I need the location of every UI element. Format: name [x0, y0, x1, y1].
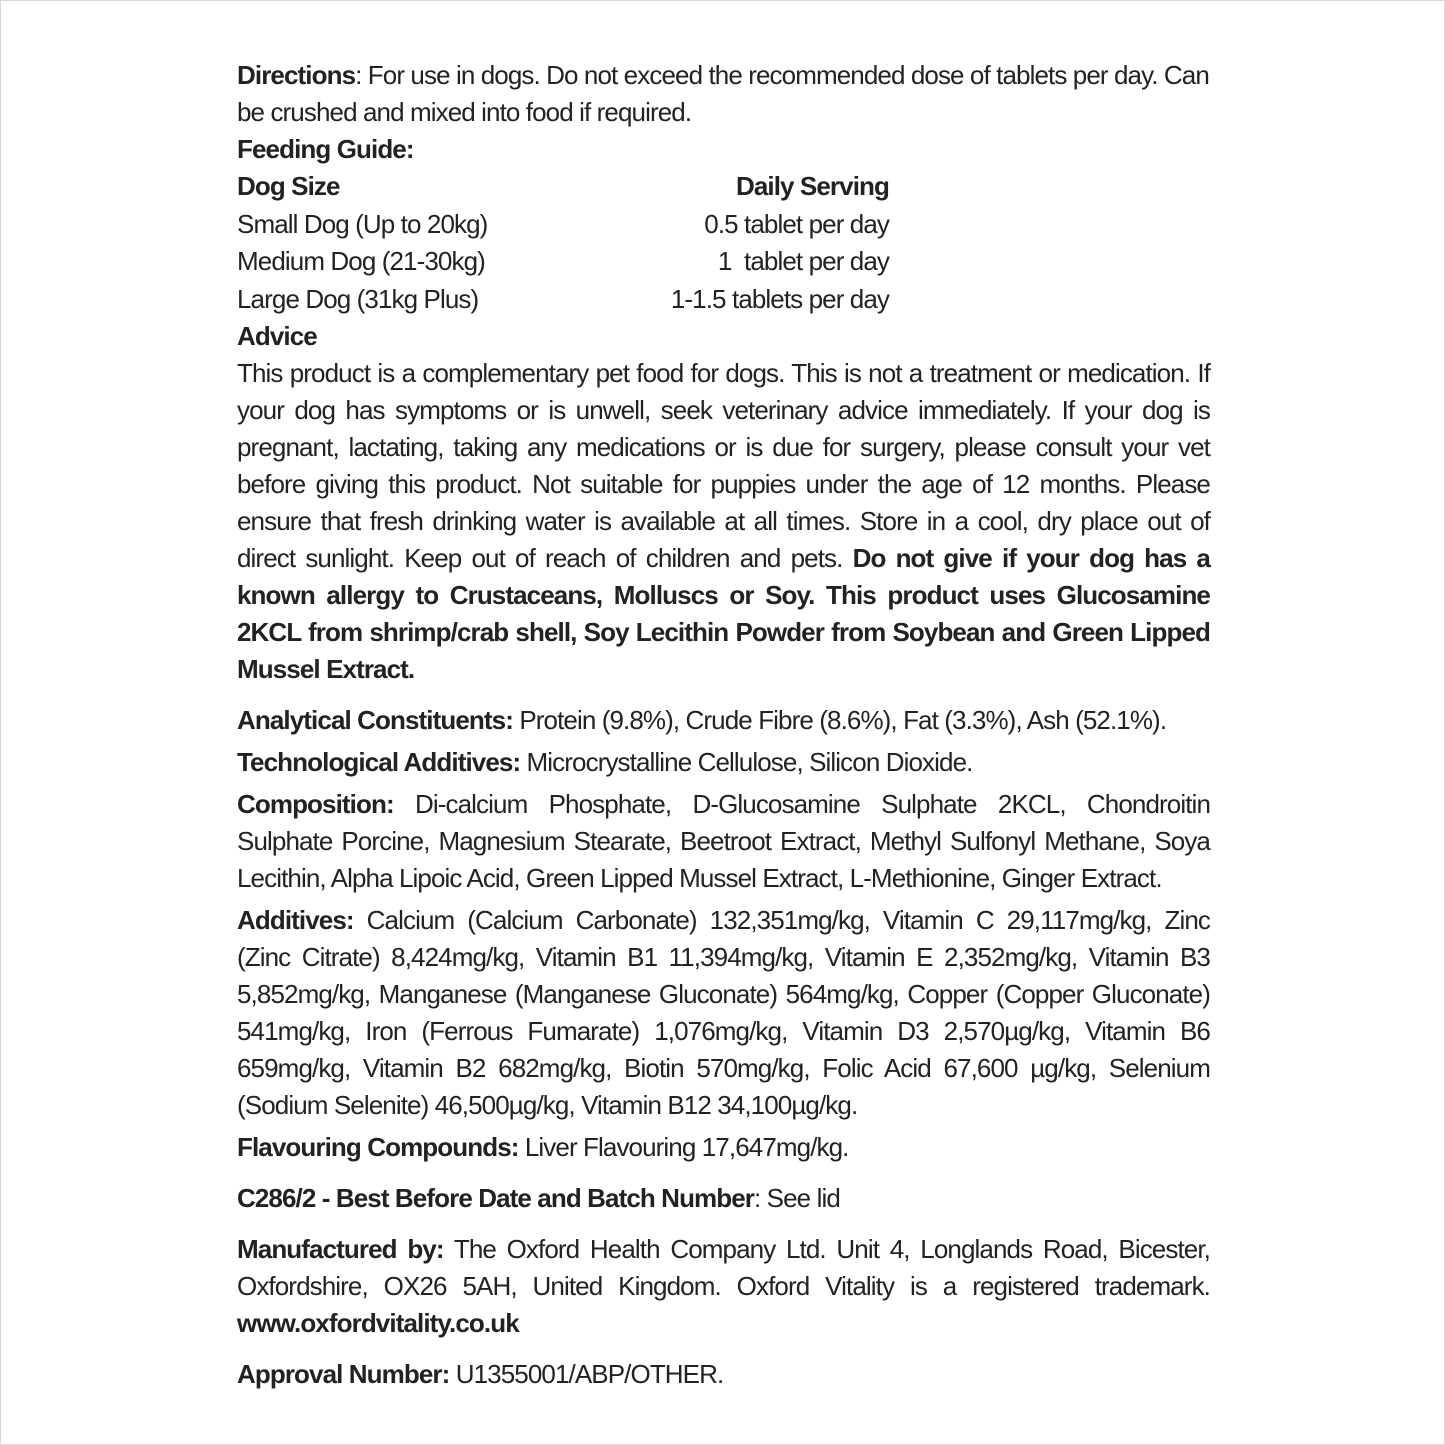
analytical-text: Protein (9.8%), Crude Fibre (8.6%), Fat (3.3%), Ash (52.1%).	[513, 705, 1167, 735]
analytical-label: Analytical Constituents:	[237, 705, 513, 735]
manufacturer-text: The Oxford Health Company Ltd. Unit 4, Longlands Road, Bicester, Oxfordshire, OX26 5AH, United Kingdom. Oxford Vitality is a registered trademark.	[237, 1234, 1210, 1301]
directions-paragraph	[237, 57, 1210, 131]
additives-text: Calcium (Calcium Carbonate) 132,351mg/kg, Vitamin C 29,117mg/kg, Zinc (Zinc Citrate) 8,424mg/kg, Vitamin B1 11,394mg/kg, Vitamin E 2,352mg/kg, Vitamin B3 5,852mg/kg, Manganese (Manganese Gluconate) 564mg/kg, Copper (Copper Gluconate) 541mg/kg, Iron (Ferrous Fumarate) 1,076mg/kg, Vitamin D3 2,570µg/kg, Vitamin B6 659mg/kg, Vitamin B2 682mg/kg, Biotin 570mg/kg, Folic Acid 67,600 µg/kg, Selenium (Sodium Selenite) 46,500µg/kg, Vitamin B12 34,100µg/kg.	[237, 905, 1210, 1120]
feeding-guide-header-row	[237, 168, 889, 206]
batch-number	[237, 1180, 1210, 1217]
feeding-guide-table	[237, 168, 889, 318]
advice-paragraph	[237, 355, 1210, 688]
advice-title: Advice	[237, 321, 317, 351]
daily-serving-cell: 1 tablet per day	[717, 246, 889, 276]
dog-size-cell: Small Dog (Up to 20kg)	[237, 208, 488, 239]
table-row	[237, 206, 889, 244]
allergy-warning: Do not give if your dog has a known allergy to Crustaceans, Molluscs or Soy. This product uses Glucosamine 2KCL from shrimp/crab shell, Soy Lecithin Powder from Soybean and Green Lipped Mussel Extract.	[237, 543, 1210, 684]
batch-text: : See lid	[754, 1183, 840, 1213]
advice-text: This product is a complementary pet food for dogs. This is not a treatment or medication. If your dog has symptoms or is unwell, seek veterinary advice immediately. If your dog is pregnant, lactating, taking any medications or is due for surgery, please consult your vet before giving this product. Not suitable for puppies under the age of 12 months. Please ensure that fresh drinking water is available at all times. Store in a cool, dry place out of direct sunlight. Keep out of reach of children and pets.	[237, 358, 1210, 573]
dog-size-cell: Medium Dog (21-30kg)	[237, 246, 485, 276]
batch-label: C286/2 - Best Before Date and Batch Number	[237, 1183, 755, 1213]
website-link[interactable]: www.oxfordvitality.co.uk	[237, 1308, 519, 1338]
manufacturer-label: Manufactured by:	[237, 1234, 444, 1264]
technological-additives	[237, 744, 1210, 781]
additives	[237, 902, 1210, 1124]
directions-label: Directions	[237, 60, 356, 90]
technological-label: Technological Additives:	[237, 747, 521, 777]
additives-label: Additives:	[237, 905, 354, 935]
flavouring-label: Flavouring Compounds:	[237, 1132, 519, 1162]
dog-size-header: Dog Size	[237, 171, 340, 201]
approval-number	[237, 1356, 1210, 1393]
composition-label: Composition:	[237, 789, 394, 819]
daily-serving-header: Daily Serving	[735, 171, 889, 201]
directions-text: : For use in dogs. Do not exceed the recommended dose of tablets per day. Can be crushed and mixed into food if required.	[237, 60, 1209, 127]
manufacturer	[237, 1231, 1210, 1342]
table-row	[237, 281, 889, 319]
flavouring-compounds	[237, 1129, 1210, 1166]
flavouring-text: Liver Flavouring 17,647mg/kg.	[518, 1132, 849, 1162]
approval-text: U1355001/ABP/OTHER.	[449, 1359, 724, 1389]
technological-text: Microcrystalline Cellulose, Silicon Dioxide.	[520, 747, 973, 777]
approval-label: Approval Number:	[237, 1359, 450, 1389]
table-row	[237, 243, 889, 281]
daily-serving-cell: 0.5 tablet per day	[704, 208, 889, 239]
feeding-guide-title: Feeding Guide:	[237, 134, 414, 164]
composition	[237, 786, 1210, 897]
analytical-constituents	[237, 702, 1210, 739]
composition-text: Di-calcium Phosphate, D-Glucosamine Sulphate 2KCL, Chondroitin Sulphate Porcine, Magnesium Stearate, Beetroot Extract, Methyl Sulfonyl Methane, Soya Lecithin, Alpha Lipoic Acid, Green Lipped Mussel Extract, L-Methionine, Ginger Extract.	[237, 789, 1210, 893]
daily-serving-cell: 1-1.5 tablets per day	[670, 283, 889, 314]
label-text-block	[237, 57, 1210, 1393]
dog-size-cell: Large Dog (31kg Plus)	[237, 283, 479, 314]
